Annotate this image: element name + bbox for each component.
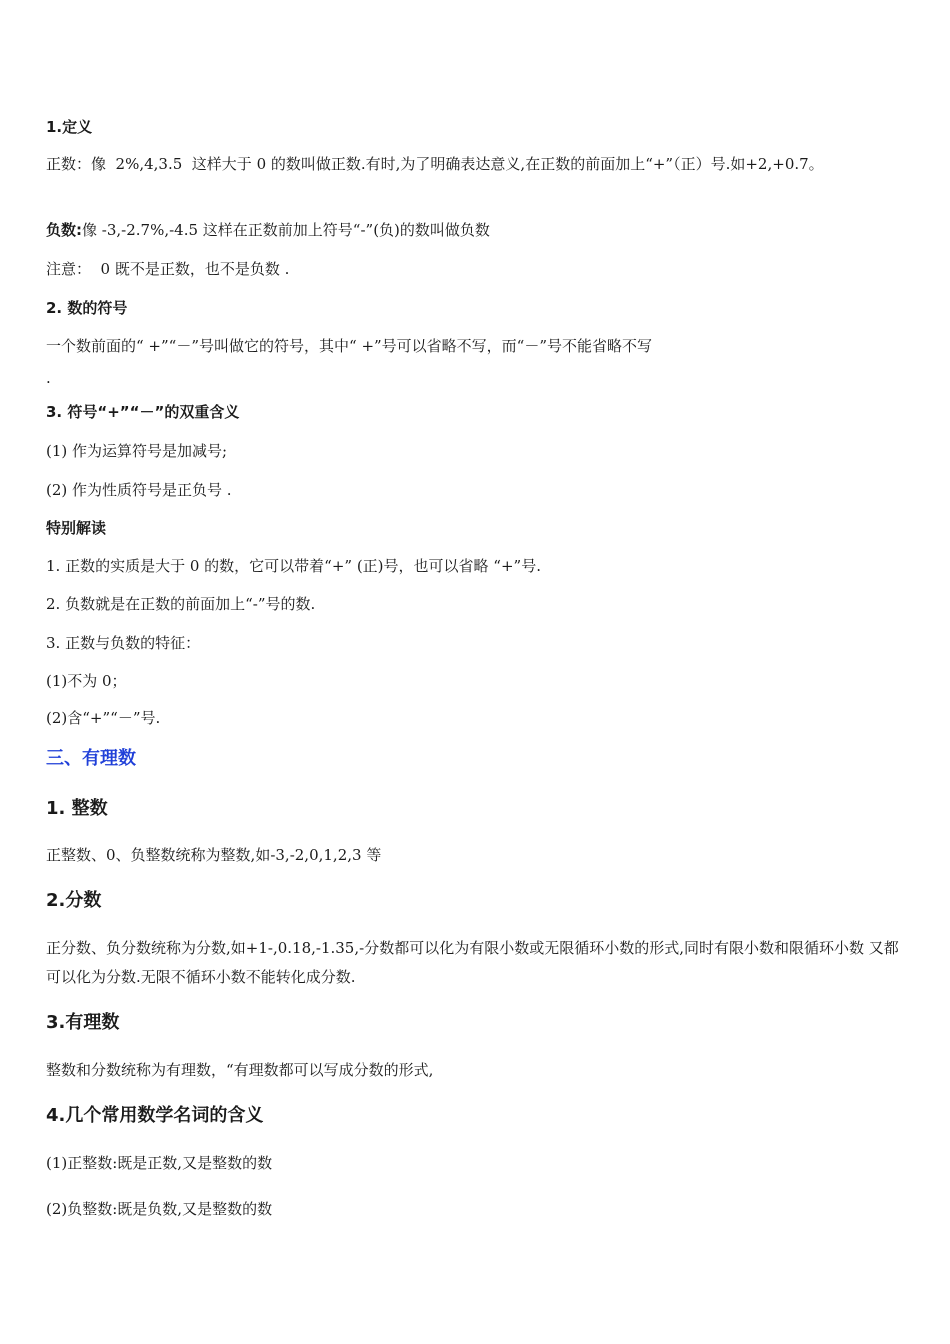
paragraph-negative-definition [46,216,906,244]
paragraph-positive-definition: 正数：像 2%,4,3.5 这样大于 0 的数叫做正数.有时,为了明确表达意义,在正数的前面加上“+”（正）号.如+2,+0.7。 [46,155,824,173]
heading-sign: 2. 数的符号 [46,299,128,317]
heading-definition: 1.定义 [46,118,93,136]
special-note-2: 2. 负数就是在正数的前面加上“-”号的数. [46,595,316,613]
term-negative-integer: (2)负整数:既是负数,又是整数的数 [46,1200,273,1218]
section-heading-rational-numbers: 三、有理数 [46,748,136,769]
heading-special-notes: 特别解读 [46,519,107,537]
feature-item-1: (1)不为 0； [46,672,127,690]
paragraph-integers: 正整数、0、负整数统称为整数,如-3,-2,0,1,2,3 等 [46,846,382,864]
special-note-3: 3. 正数与负数的特征： [46,634,201,652]
term-positive-integer: (1)正整数:既是正数,又是整数的数 [46,1154,273,1172]
special-note-1: 1. 正数的实质是大于 0 的数，它可以带着“+” (正)号，也可以省略 “+”号. [46,557,541,575]
heading-rational: 3.有理数 [46,1012,120,1033]
heading-common-terms: 4.几个常用数学名词的含义 [46,1105,264,1126]
negative-label: 负数: [46,221,82,239]
heading-integers: 1. 整数 [46,798,108,819]
sign-description-trailing-dot: . [46,369,51,387]
paragraph-sign-description: 一个数前面的“ +”“－”号叫做它的符号，其中“ +”号可以省略不写，而“－”号不能省略不写 [46,337,653,355]
feature-item-2: (2)含“+”“－”号. [46,709,161,727]
note-text: 注意： 0 既不是正数，也不是负数 . [46,260,290,278]
dual-meaning-item-1: (1) 作为运算符号是加减号; [46,442,228,460]
heading-fractions: 2.分数 [46,890,102,911]
heading-dual-meaning: 3. 符号“+”“－”的双重含义 [46,403,240,421]
dual-meaning-item-2: (2) 作为性质符号是正负号 . [46,481,232,499]
negative-definition-text: 像 -3,-2.7%,-4.5 这样在正数前加上符号“-”(负)的数叫做负数 [82,221,490,239]
paragraph-rational: 整数和分数统称为有理数，“有理数都可以写成分数的形式, [46,1061,434,1079]
paragraph-fractions: 正分数、负分数统称为分数,如+1-,0.18,-1.35,-分数都可以化为有限小数或无限循环小数的形式,同时有限小数和限循环小数 又都可以化为分数.无限不循环小数不能转化成分数. [46,939,899,986]
